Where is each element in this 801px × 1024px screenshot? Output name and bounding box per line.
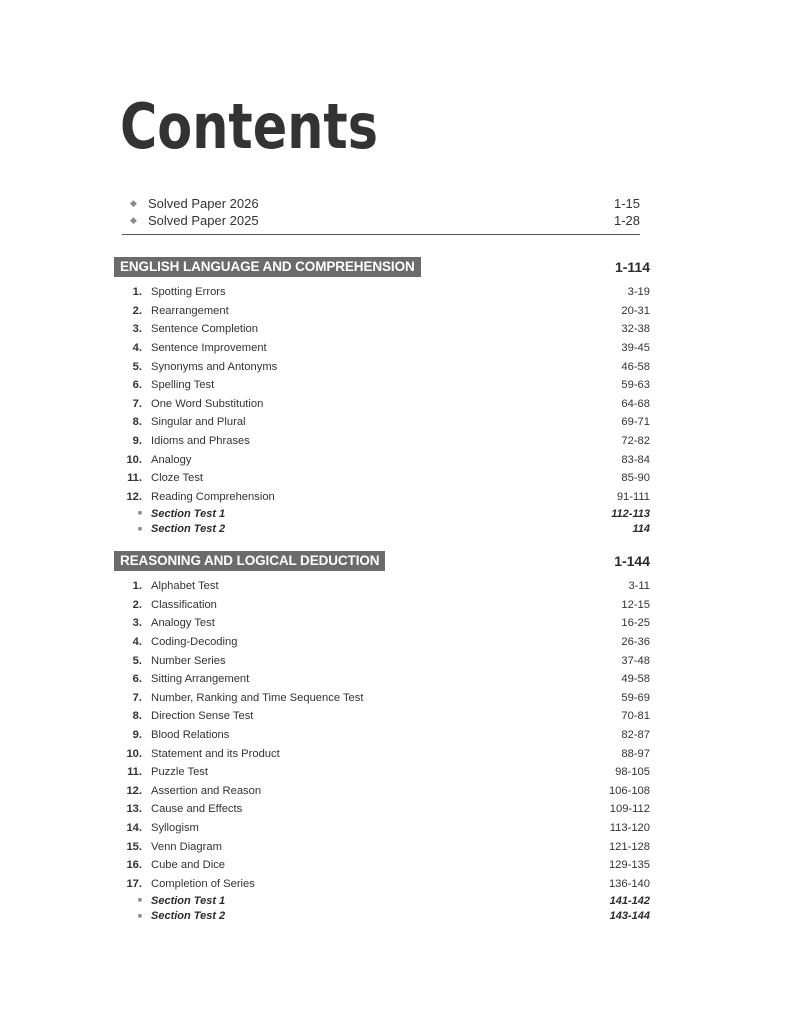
- section-header: [114, 257, 650, 277]
- bullet-icon: ■: [137, 897, 142, 905]
- item-pages: 106-108: [608, 784, 650, 797]
- section-header: [114, 551, 650, 571]
- list-item: [114, 596, 650, 615]
- item-number: 5.: [132, 654, 142, 667]
- section-test-row: [114, 909, 650, 925]
- item-number: 10.: [126, 747, 142, 760]
- list-item: [114, 744, 650, 763]
- item-pages: 59-69: [621, 691, 650, 704]
- item-title: Statement and its Product: [151, 747, 280, 760]
- list-item: [114, 651, 650, 670]
- page-title: Contents: [120, 90, 378, 163]
- item-pages: 69-71: [621, 416, 650, 429]
- solved-paper-pages: 1-15: [613, 196, 640, 211]
- item-number: 4.: [132, 342, 142, 355]
- item-title: Idioms and Phrases: [151, 435, 250, 448]
- section-page-range: 1-114: [614, 259, 650, 275]
- item-number: 13.: [126, 803, 142, 816]
- section-test-pages: 141-142: [609, 894, 650, 907]
- item-title: Puzzle Test: [151, 766, 209, 779]
- bullet-icon: ■: [137, 510, 142, 518]
- item-number: 11.: [127, 766, 142, 779]
- item-pages: 39-45: [621, 342, 650, 355]
- item-number: 7.: [132, 691, 142, 704]
- list-item: [114, 633, 650, 652]
- item-title: Blood Relations: [151, 729, 230, 742]
- solved-papers-list: [130, 195, 640, 229]
- item-title: Cloze Test: [151, 472, 204, 485]
- item-pages: 49-58: [621, 673, 650, 686]
- item-pages: 82-87: [621, 729, 650, 742]
- list-item: [114, 450, 650, 469]
- item-title: Analogy: [151, 453, 192, 466]
- list-item: [114, 413, 650, 432]
- item-number: 10.: [126, 453, 142, 466]
- list-item: [114, 819, 650, 838]
- item-number: 2.: [132, 304, 142, 317]
- list-item: [114, 357, 650, 376]
- item-number: 9.: [132, 435, 142, 448]
- item-pages: 59-63: [621, 379, 650, 392]
- item-title: Singular and Plural: [151, 416, 246, 429]
- item-pages: 26-36: [621, 636, 650, 649]
- list-item: [114, 488, 650, 507]
- item-title: Completion of Series: [151, 877, 255, 890]
- solved-paper-label: Solved Paper 2025: [148, 213, 259, 228]
- list-item: [114, 376, 650, 395]
- item-title: Assertion and Reason: [151, 784, 262, 797]
- item-number: 4.: [132, 636, 142, 649]
- list-item: [114, 837, 650, 856]
- list-item: [114, 726, 650, 745]
- bullet-icon: ◆: [130, 198, 137, 208]
- item-title: Spotting Errors: [151, 286, 226, 299]
- divider: [122, 234, 640, 235]
- item-number: 12.: [126, 490, 142, 503]
- list-item: [114, 302, 650, 321]
- list-item: [114, 689, 650, 708]
- item-pages: 91-111: [616, 490, 650, 503]
- item-title: Classification: [151, 598, 217, 611]
- list-item: [114, 395, 650, 414]
- item-pages: 12-15: [621, 598, 650, 611]
- item-number: 3.: [132, 617, 142, 630]
- item-title: One Word Substitution: [151, 397, 264, 410]
- item-pages: 16-25: [621, 617, 650, 630]
- item-title: Reading Comprehension: [151, 490, 275, 503]
- item-number: 3.: [132, 323, 142, 336]
- item-title: Analogy Test: [151, 617, 215, 630]
- section-test-pages: 114: [632, 523, 650, 536]
- section-test-row: [114, 893, 650, 909]
- item-pages: 70-81: [621, 710, 650, 723]
- list-item: [114, 320, 650, 339]
- item-pages: 136-140: [608, 877, 650, 890]
- section-test-row: [114, 522, 650, 538]
- section-page-range: 1-144: [614, 553, 650, 569]
- item-title: Sentence Improvement: [151, 342, 267, 355]
- list-item: [114, 782, 650, 801]
- item-pages: 20-31: [621, 304, 650, 317]
- item-title: Number, Ranking and Time Sequence Test: [151, 691, 364, 704]
- item-title: Cause and Effects: [151, 803, 243, 816]
- item-pages: 37-48: [621, 654, 650, 667]
- item-title: Synonyms and Antonyms: [151, 360, 278, 373]
- item-pages: 3-19: [627, 286, 650, 299]
- item-number: 2.: [132, 598, 142, 611]
- section-reasoning: [114, 551, 650, 924]
- item-pages: 85-90: [621, 472, 650, 485]
- section-test-label: Section Test 2: [151, 910, 226, 923]
- item-number: 16.: [126, 859, 142, 872]
- item-number: 7.: [132, 397, 142, 410]
- section-test-row: [114, 506, 650, 522]
- item-pages: 129-135: [608, 859, 650, 872]
- list-item: [114, 670, 650, 689]
- item-pages: 46-58: [621, 360, 650, 373]
- section-test-label: Section Test 1: [151, 507, 226, 520]
- list-item: [114, 432, 650, 451]
- item-number: 6.: [132, 673, 142, 686]
- section-test-pages: 112-113: [611, 507, 650, 520]
- item-number: 5.: [132, 360, 142, 373]
- item-number: 17.: [126, 877, 142, 890]
- item-number: 9.: [132, 729, 142, 742]
- item-pages: 109-112: [609, 803, 650, 816]
- section-test-label: Section Test 1: [151, 894, 226, 907]
- item-title: Cube and Dice: [151, 859, 226, 872]
- item-title: Syllogism: [151, 822, 199, 835]
- item-pages: 98-105: [615, 766, 650, 779]
- section-title: ENGLISH LANGUAGE AND COMPREHENSION: [114, 257, 421, 277]
- list-item: [114, 469, 650, 488]
- list-item: [114, 614, 650, 633]
- solved-paper-label: Solved Paper 2026: [148, 196, 259, 211]
- list-item: [114, 763, 650, 782]
- section-title: REASONING AND LOGICAL DEDUCTION: [114, 551, 385, 571]
- item-pages: 3-11: [628, 580, 650, 593]
- bullet-icon: ◆: [130, 215, 137, 225]
- item-title: Coding-Decoding: [151, 636, 238, 649]
- item-number: 11.: [127, 472, 142, 485]
- section-test-label: Section Test 2: [151, 523, 226, 536]
- item-number: 1.: [132, 286, 142, 299]
- solved-paper-pages: 1-28: [613, 213, 640, 228]
- list-item: [114, 707, 650, 726]
- list-item: [114, 800, 650, 819]
- item-title: Number Series: [151, 654, 226, 667]
- item-title: Sentence Completion: [151, 323, 258, 336]
- item-number: 8.: [132, 710, 142, 723]
- item-number: 12.: [126, 784, 142, 797]
- item-pages: 113-120: [609, 822, 650, 835]
- list-item: [114, 856, 650, 875]
- item-title: Venn Diagram: [151, 840, 222, 853]
- item-number: 8.: [132, 416, 142, 429]
- item-pages: 64-68: [621, 397, 650, 410]
- list-item: [114, 339, 650, 358]
- bullet-icon: ■: [137, 912, 142, 920]
- list-item: [114, 875, 650, 894]
- list-item: [114, 577, 650, 596]
- item-title: Direction Sense Test: [151, 710, 254, 723]
- item-number: 15.: [126, 840, 142, 853]
- item-pages: 88-97: [621, 747, 650, 760]
- solved-paper-row: [130, 195, 640, 212]
- item-title: Sitting Arrangement: [151, 673, 250, 686]
- item-pages: 72-82: [621, 435, 650, 448]
- solved-paper-row: [130, 212, 640, 229]
- item-number: 14.: [126, 822, 142, 835]
- item-title: Spelling Test: [151, 379, 215, 392]
- bullet-icon: ■: [137, 525, 142, 533]
- item-number: 6.: [132, 379, 142, 392]
- item-title: Rearrangement: [151, 304, 229, 317]
- item-pages: 83-84: [621, 453, 650, 466]
- item-title: Alphabet Test: [151, 580, 219, 593]
- section-test-pages: 143-144: [609, 910, 650, 923]
- item-pages: 121-128: [608, 840, 650, 853]
- list-item: [114, 283, 650, 302]
- item-number: 1.: [132, 580, 142, 593]
- item-pages: 32-38: [621, 323, 650, 336]
- section-english: [114, 257, 650, 537]
